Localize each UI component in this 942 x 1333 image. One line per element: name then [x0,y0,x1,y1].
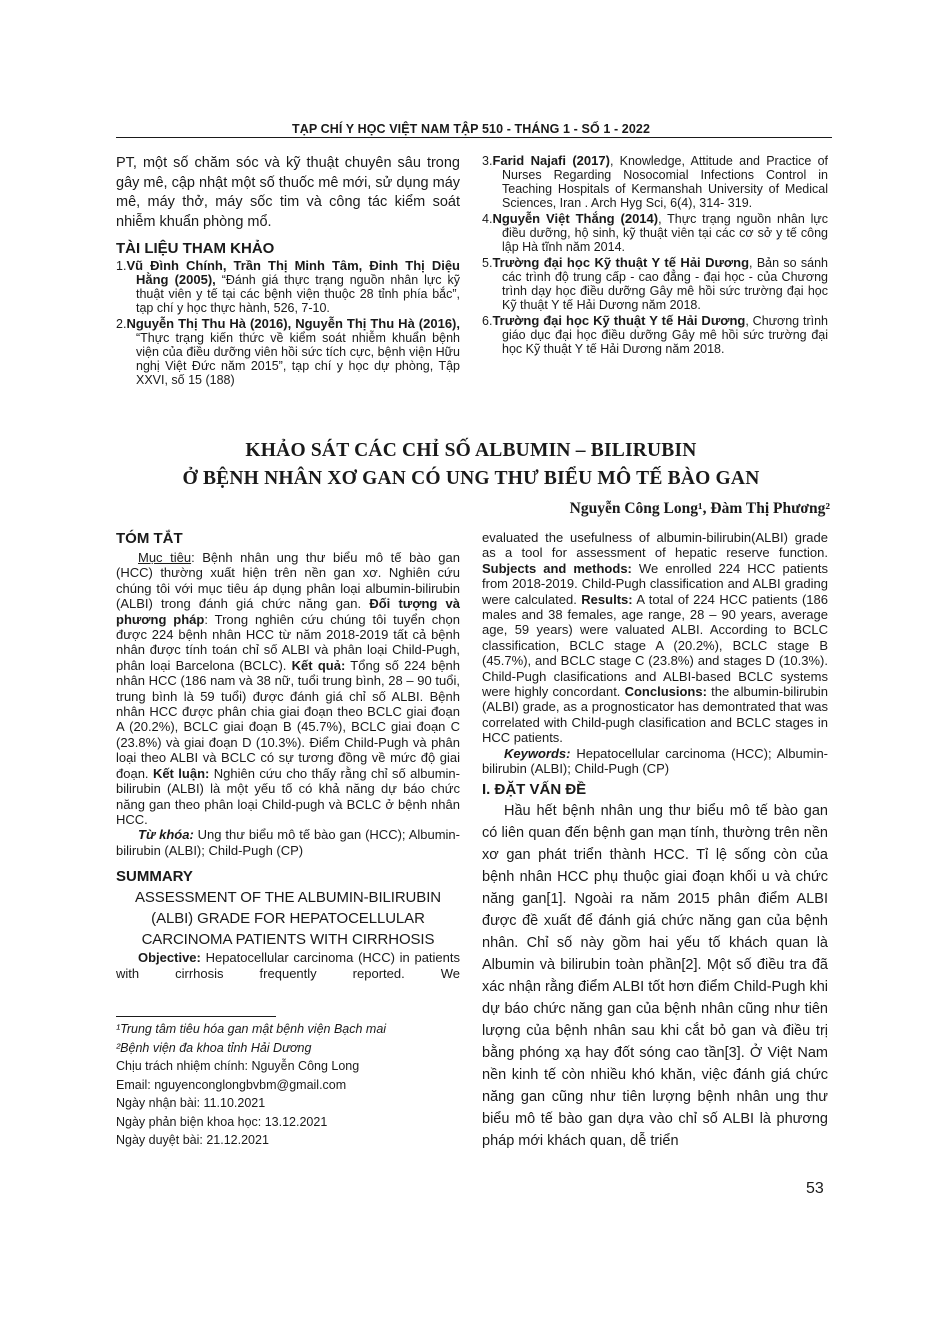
reference-4: 4.Nguyễn Việt Thắng (2014), Thực trạng nguồn nhân lực điều dưỡng, hộ sinh, kỹ thuật viên tại các cơ sở y tế công lập Hà tĩnh năm 2014. [482,211,829,254]
date-reviewed: Ngày phản biện khoa học: 13.12.2021 [116,1114,328,1129]
reference-1: 1.Vũ Đình Chính, Trần Thị Minh Tâm, Đinh Thị Diệu Hằng (2005), “Đánh giá thực trạng nguồn nhân lực kỹ thuật viên y tế tại các bệnh viện thuộc 28 tỉnh phía bắc”, tạp chí y học thực hành, 526, 7-10. [116,258,460,315]
reference-5: 5.Trường đại học Kỹ thuật Y tế Hải Dương, Bản so sánh các trình độ trung cấp - cao đẳng - đại học - của Chương trình dạy học điều dưỡng Gây mê hồi sức trường đại học Kỹ thuật Y tế Hải Dương năm 2018. [482,255,828,312]
abstract-heading: TÓM TẮT [116,530,183,547]
date-accepted: Ngày duyệt bài: 21.12.2021 [116,1133,269,1147]
left-column-top [116,154,460,389]
author-email: Email: nguyenconglongbvbm@gmail.com [116,1077,347,1092]
header-rule [116,137,832,138]
summary-keywords: Keywords: Hepatocellular carcinoma (HCC); Albumin-bilirubin (ALBI); Child-Pugh (CP) [482,745,828,777]
article-authors: Nguyễn Công Long¹, Đàm Thị Phương² [569,500,830,517]
reference-2: 2.Nguyễn Thị Thu Hà (2016), Nguyễn Thị Thu Hà (2016), “Thực trạng kiến thức về kiểm soát nhiễm khuẩn bệnh viện của điều dưỡng viên hồi sức tích cực, bệnh viện Hữu nghị Việt Đức năm 2015”, tạp chí y học dự phòng, Tập XXVI, số 15 (188) [116,316,460,387]
footnote-rule [116,1016,276,1017]
summary-heading: SUMMARY [116,868,193,886]
article-title-line-1: KHẢO SÁT CÁC CHỈ SỐ ALBUMIN – BILIRUBIN [245,440,697,461]
section-1-heading: I. ĐẶT VẤN ĐỀ [482,780,587,798]
footnote-1: ¹Trung tâm tiêu hóa gan mật bệnh viện Bạch mai [116,1022,387,1036]
summary-right [482,530,828,1152]
article-title-line-2: Ở BỆNH NHÂN XƠ GAN CÓ UNG THƯ BIỂU MÔ TẾ BÀO GAN [182,468,760,489]
responsible-author: Chịu trách nhiệm chính: Nguyễn Công Long [116,1059,360,1073]
abstract-vietnamese [116,530,460,981]
references-heading: TÀI LIỆU THAM KHẢO [116,240,275,257]
summary-title: ASSESSMENT OF THE ALBUMIN-BILIRUBIN (ALBI) GRADE FOR HEPATOCELLULAR CARCINOMA PATIENTS WITH CIRRHOSIS [134,889,441,949]
continued-paragraph: PT, một số chăm sóc và kỹ thuật chuyên sâu trong gây mê, cập nhật một số thuốc mê mới, sử dụng máy mê, máy thở, máy sốc tim và công tác kiểm soát nhiễm khuẩn phòng mổ. [116,155,461,230]
abstract-keywords: Từ khóa: Ung thư biểu mô tế bào gan (HCC); Albumin-bilirubin (ALBI); Child-Pugh (CP) [116,827,460,858]
abstract-body: Mục tiêu: Bệnh nhân ung thư biểu mô tế bào gan (HCC) thường xuất hiện trên nền gan xơ. Nghiên cứu chúng tôi với mục tiêu áp dụng phân loại albumin-bilirubin (ALBI) trong đánh giá chức năng gan. Đối tượng và phương pháp: Trong nghiên cứu chúng tôi tuyển chọn được 224 bệnh nhân HCC từ năm 2018-2019 tất cả bệnh nhân được tính toán chỉ số ALBI và phân loại Child-Pugh, phân loại Barcelona (BCLC). Kết quả: Tổng số 224 bệnh nhân HCC (186 nam và 38 nữ, tuổi trung bình, 28 – 90 tuổi, trung bình là 59 tuổi) được đánh giá chỉ số ALBI. Bệnh nhân HCC được phân chia giai đoạn theo BCLC giai đoạn A (20.2%), BCLC giai đoạn B (45.7%), BCLC giai đoạn C (23.8%) và giai đoạn D (10.3%). Điểm Child-Pugh và phân loại theo ALBI và BCLC có sự tương đồng về mức độ giai đoạn. Kết luận: Nghiên cứu cho thấy rằng chỉ số albumin-bilirubin (ALBI) là một yếu tố có khả năng dự báo chức năng gan theo phân loại Child-pugh và BCLC ở bệnh nhân HCC. [116,550,461,827]
footnotes [116,1020,460,1150]
journal-header: TẠP CHÍ Y HỌC VIỆT NAM TẬP 510 - THÁNG 1 - SỐ 1 - 2022 [291,122,651,136]
date-received: Ngày nhận bài: 11.10.2021 [116,1096,266,1110]
references-right [482,154,828,358]
page-number: 53 [806,1180,824,1197]
reference-6: 6.Trường đại học Kỹ thuật Y tế Hải Dương, Chương trình giáo dục đại học điều dưỡng Gây mê hồi sức trường đại học Kỹ thuật Y tế Hải Dương năm 2018. [482,313,828,356]
references-left [116,259,460,387]
summary-body: evaluated the usefulness of albumin-bilirubin(ALBI) grade as a tool for assessment of hepatic reserve function. Subjects and methods: We enrolled 224 HCC patients from 2018-2019. Child-Pugh classification and ALBI grading were calculated. Results: A total of 224 HCC patients (186 males and 38 females, age range, 28 – 90 years, average age, 59 years) were valuated ALBI. According to BCLC classification, BCLC stage A (20.2%), BCLC stage B (45.7%), and BCLC stage C (23.8%) and stages D (10.3%). Child-Pugh clasifications and ALBI-based BCLC systems were highly concordant. Conclusions: the albumin-bilirubin (ALBI) grade, as a prognosticator has demontrated that was correlated with Child-pugh clasification and BCLC stages in HCC patients. [482,530,829,746]
reference-3: 3.Farid Najafi (2017), Knowledge, Attitude and Practice of Nurses Regarding Nosocomial Infections Control in Teaching Hospitals of Kermanshah University of Medical Sciences, Iran . Arch Hyg Sci, 6(4), 314- 319. [482,153,828,210]
section-1-text: Hầu hết bệnh nhân ung thư biểu mô tế bào gan có liên quan đến bệnh gan mạn tính, thường trên nền xơ gan phát triển thành HCC. Tỉ lệ sống còn của bệnh nhân HCC phụ thuộc giai đoạn khối u và chức năng gan[1]. Ngoài ra năm 2015 phân điểm ALBI được đề xuất để đánh giá chức năng gan của bệnh nhân. Chỉ số này gồm hai yếu tố khách quan là Albumin và bilirubin toàn phần[2]. Một số điều tra đã xác nhận rằng điểm ALBI tốt hơn điểm Child-Pugh khi dự báo chức năng gan của bệnh nhân cũng như tiên lượng của bệnh nhân sau khi cắt bỏ gan và điều trị bằng phóng xạ hay đốt sóng cao tần[3]. Ở Việt Nam nền kinh tế còn nhiều khó khăn, việc đánh giá chức năng gan cũng như tiên lượng bệnh nhân ung thư biểu mô tế bào gan dựa vào chỉ số ALBI là phương pháp mới khách quan, dễ triển [482,802,828,1149]
footnote-2: ²Bệnh viện đa khoa tỉnh Hải Dương [116,1040,312,1055]
summary-objective-left: Objective: Hepatocellular carcinoma (HCC) in patients with cirrhosis frequently reported. We [116,950,460,981]
